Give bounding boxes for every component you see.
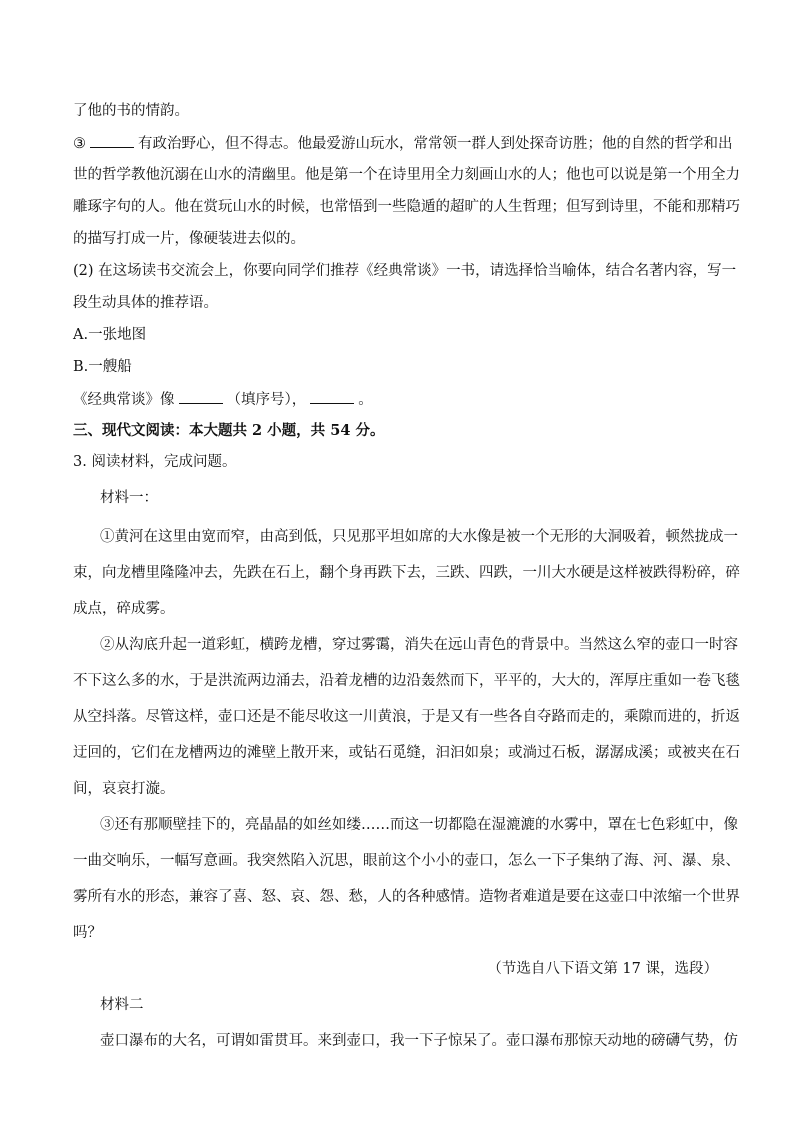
answer-middle: （填序号）， xyxy=(226,392,307,408)
text-line: 有政治野心，但不得志。他最爱游山玩水，常常领一群人到处探奇访胜；他的自然的哲学和出 xyxy=(138,136,733,152)
paragraph-line: ③还有那顺壁挂下的，亮晶晶的如丝如缕……而这一切都隐在湿漉漉的水雾中，罩在七色彩虹中，像 xyxy=(100,817,738,833)
paragraph-line: 雾所有水的形态，兼容了喜、怒、哀、怨、愁，人的各种感情。造物者难道是要在这壶口中浓缩一个世界 xyxy=(73,889,740,905)
paragraph-line: 成点，碎成雾。 xyxy=(73,601,175,617)
source-note: （节选自八下语文第 17 课，选段） xyxy=(487,961,718,977)
paragraph-line: 从空抖落。尽管这样，壶口还是不能尽收这一川黄浪，于是又有一些各自夺路而走的，乘隙而进的，折返 xyxy=(73,709,740,725)
paragraph-line: 吗？ xyxy=(73,925,102,941)
option-a: A.一张地图 xyxy=(73,327,147,343)
text-line: 世的哲学教他沉溺在山水的清幽里。他是第一个在诗里用全力刻画山水的人；他也可以说是第一个用全力 xyxy=(73,167,740,183)
paragraph-line: ①黄河在这里由宽而窄，由高到低，只见那平坦如席的大水像是被一个无形的大洞吸着，顿然拢成一 xyxy=(100,529,738,545)
paragraph-line: 一曲交响乐，一幅写意画。我突然陷入沉思，眼前这个小小的壶口，怎么一下子集纳了海、河、瀑、泉、 xyxy=(73,853,740,869)
paragraph-line: 壶口瀑布的大名，可谓如雷贯耳。来到壶口，我一下子惊呆了。壶口瀑布那惊天动地的磅礴气势，仿 xyxy=(100,1033,738,1049)
option-b: B.一艘船 xyxy=(73,359,132,375)
material-label: 材料二 xyxy=(100,997,144,1013)
material-label: 材料一： xyxy=(100,490,158,506)
text-line: 了他的书的情韵。 xyxy=(73,103,189,119)
fill-blank xyxy=(90,133,134,148)
paragraph-line: 间，哀哀打漩。 xyxy=(73,781,175,797)
question-2-prompt: (2) 在这场读书交流会上，你要向同学们推荐《经典常谈》一书，请选择恰当喻体，结合名著内容，写一 xyxy=(73,263,737,279)
section-heading: 三、现代文阅读：本大题共 2 小题，共 54 分。 xyxy=(73,422,385,439)
paragraph-line: ②从沟底升起一道彩虹，横跨龙槽，穿过雾霭，消失在远山青色的背景中。当然这么窄的壶口一时容 xyxy=(100,637,738,653)
answer-line xyxy=(73,389,725,410)
text-line: 段生动具体的推荐语。 xyxy=(73,295,218,311)
question-3-heading: 3. 阅读材料，完成问题。 xyxy=(73,454,237,470)
circled-number: ③ xyxy=(73,136,86,152)
question-3-paragraph-line xyxy=(73,133,733,154)
paragraph-line: 不下这么多的水，于是洪流两边涌去，沿着龙槽的边沿轰然而下，平平的，大大的，浑厚庄重如一卷飞毯 xyxy=(73,673,740,689)
text-line: 的描写打成一片，像硬装进去似的。 xyxy=(73,231,305,247)
fill-blank xyxy=(310,389,354,404)
fill-blank xyxy=(179,389,223,404)
paragraph-line: 束，向龙槽里隆隆冲去，先跌在石上，翻个身再跌下去，三跌、四跌，一川大水硬是这样被跌得粉碎，碎 xyxy=(73,565,740,581)
answer-end: 。 xyxy=(358,392,373,408)
answer-prefix: 《经典常谈》像 xyxy=(73,392,175,408)
paragraph-line: 迂回的，它们在龙槽两边的滩壁上散开来，或钻石觅缝，汩汩如泉；或淌过石板，潺潺成溪；或被夹在石 xyxy=(73,745,740,761)
text-line: 雕琢字句的人。他在赏玩山水的时候，也常悟到一些隐遁的超旷的人生哲理；但写到诗里，不能和那精巧 xyxy=(73,199,740,215)
